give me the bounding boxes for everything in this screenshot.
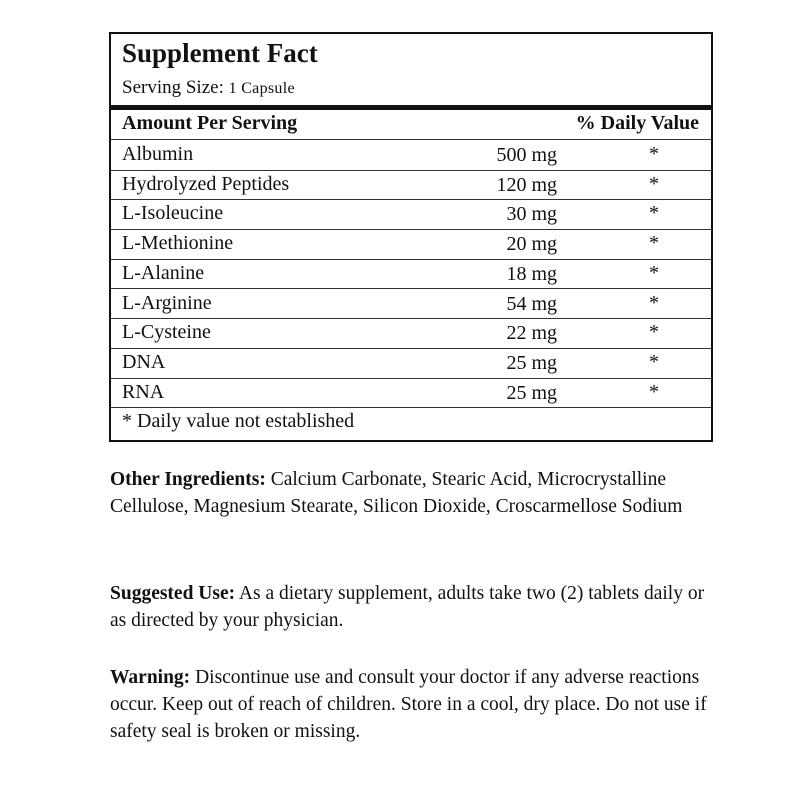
- ingredient-daily-value: *: [649, 143, 659, 165]
- ingredient-amount: 18 mg: [506, 262, 557, 285]
- ingredient-daily-value: *: [649, 380, 659, 403]
- ingredient-name: L-Alanine: [122, 261, 205, 284]
- ingredient-name: Hydrolyzed Peptides: [122, 172, 290, 195]
- suggested-use: [110, 580, 710, 634]
- suggested-use-label: Suggested Use:: [110, 583, 236, 604]
- ingredient-daily-value: *: [649, 261, 659, 284]
- ingredient-name: DNA: [122, 350, 166, 373]
- table-row: [111, 348, 711, 379]
- table-row: [111, 170, 711, 201]
- serving-size-value: 1 Capsule: [228, 80, 295, 97]
- ingredient-name: L-Methionine: [122, 232, 234, 255]
- serving-size-label: Serving Size:: [122, 77, 224, 98]
- ingredient-amount: 500 mg: [496, 144, 557, 166]
- ingredient-amount: 25 mg: [506, 351, 557, 374]
- ingredient-name: RNA: [122, 380, 165, 403]
- warning-text: Discontinue use and consult your doctor if any adverse reactions occur. Keep out of reach of children. Store in a cool, dry place. Do not use if safety seal is broken or missing.: [110, 667, 707, 742]
- ingredient-daily-value: *: [649, 202, 659, 225]
- ingredient-amount: 22 mg: [506, 322, 557, 345]
- ingredient-daily-value: *: [649, 291, 659, 314]
- ingredient-daily-value: *: [649, 321, 659, 344]
- warning: [110, 664, 710, 745]
- facts-title: Supplement Fact: [122, 38, 318, 68]
- table-row: [111, 318, 711, 349]
- ingredient-daily-value: *: [649, 172, 659, 195]
- table-row: [111, 378, 711, 409]
- ingredient-name: Albumin: [122, 143, 194, 165]
- ingredient-amount: 30 mg: [506, 203, 557, 226]
- ingredient-name: L-Arginine: [122, 291, 212, 314]
- other-ingredients-text: Calcium Carbonate, Stearic Acid, Microcrystalline Cellulose, Magnesium Stearate, Silicon Dioxide, Croscarmellose Sodium: [110, 469, 683, 517]
- daily-value-header: % Daily Value: [575, 112, 699, 134]
- warning-label: Warning:: [110, 667, 191, 688]
- ingredient-amount: 54 mg: [506, 292, 557, 315]
- amount-header: Amount Per Serving: [122, 112, 298, 134]
- table-row: [111, 259, 711, 290]
- table-row: [111, 140, 711, 171]
- other-ingredients-label: Other Ingredients:: [110, 469, 266, 490]
- suggested-use-text: As a dietary supplement, adults take two (2) tablets daily or as directed by your physician.: [110, 583, 705, 631]
- table-row: [111, 199, 711, 230]
- ingredient-daily-value: *: [649, 350, 659, 373]
- ingredient-name: L-Isoleucine: [122, 202, 224, 225]
- serving-size: [122, 77, 295, 99]
- ingredient-daily-value: *: [649, 232, 659, 255]
- ingredient-amount: 120 mg: [496, 173, 557, 196]
- ingredient-amount: 20 mg: [506, 233, 557, 256]
- supplement-facts-table: [109, 32, 713, 442]
- table-row: [111, 289, 711, 320]
- ingredient-amount: 25 mg: [506, 381, 557, 404]
- table-row: [111, 229, 711, 260]
- other-ingredients: [110, 466, 710, 520]
- ingredient-name: L-Cysteine: [122, 321, 211, 344]
- footnote: * Daily value not established: [122, 410, 355, 432]
- table-header: [111, 110, 711, 140]
